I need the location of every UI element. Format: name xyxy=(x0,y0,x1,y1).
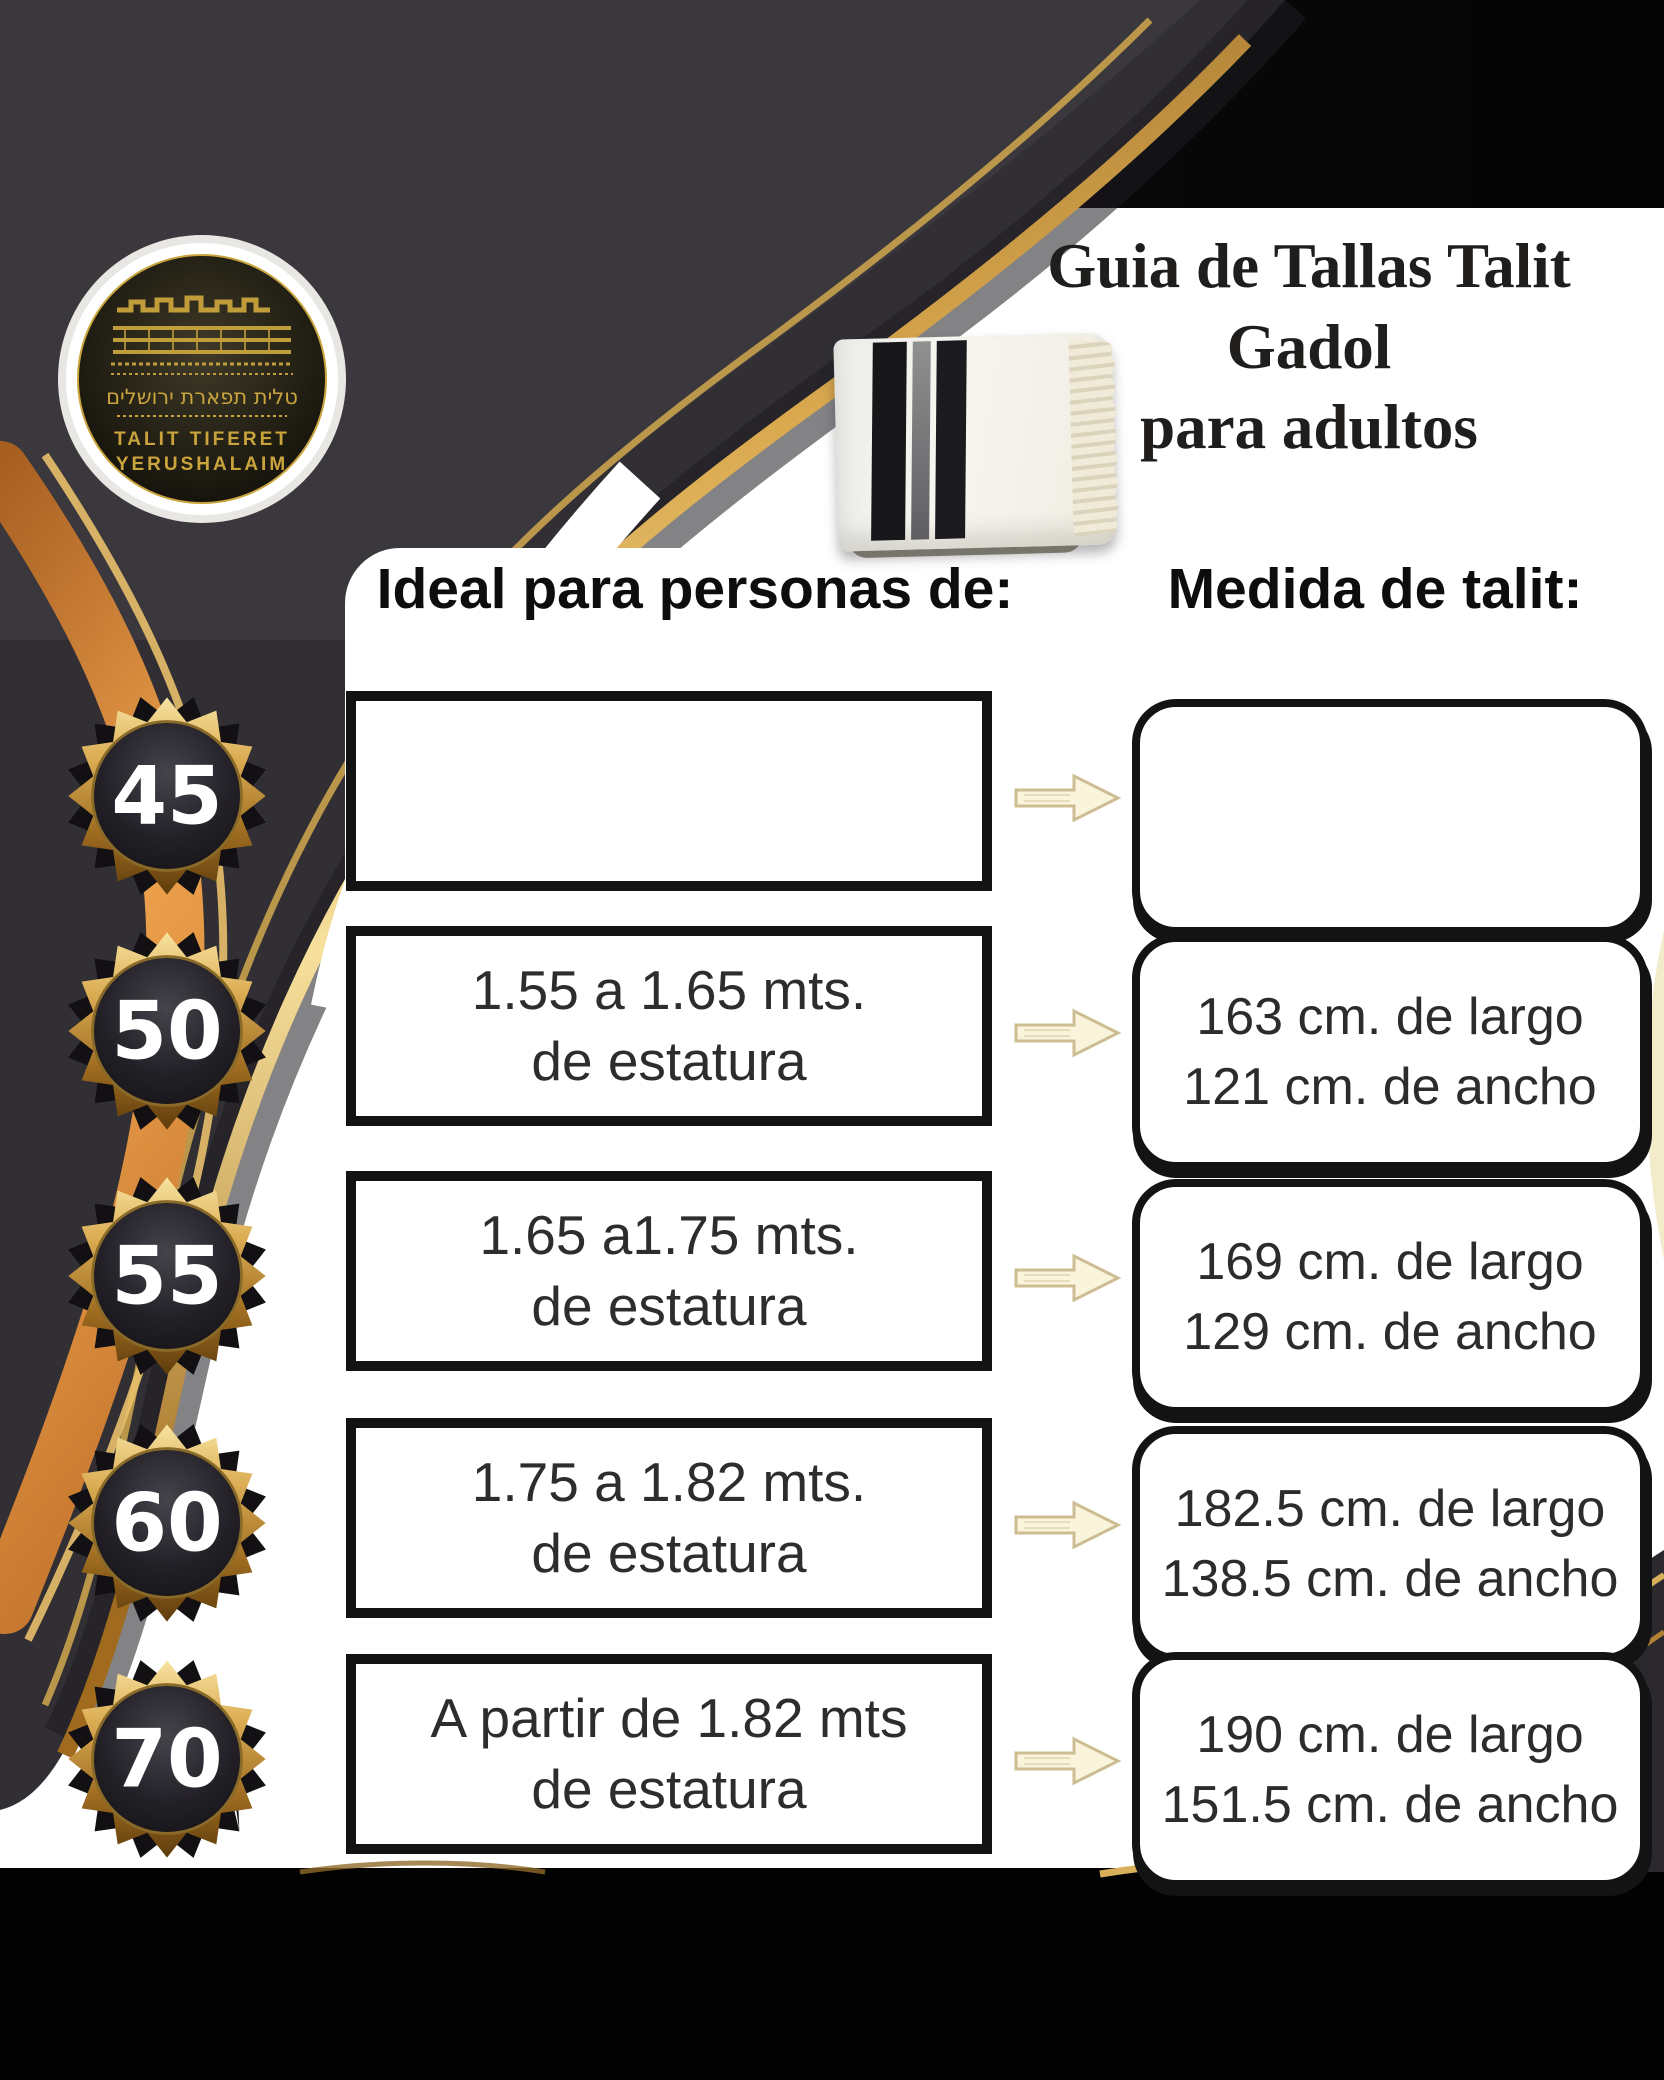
right-arrow-icon xyxy=(1012,761,1124,835)
person-height-box xyxy=(346,1171,992,1371)
person-height-box xyxy=(346,1654,992,1854)
logo-hebrew-text: טלית תפארת ירושלים xyxy=(106,385,298,409)
person-height-box xyxy=(346,691,992,891)
talit-measure-line1: 163 cm. de largo xyxy=(1196,987,1584,1046)
talit-measure-line2: 151.5 cm. de ancho xyxy=(1161,1776,1619,1834)
talit-measure-line2: 121 cm. de ancho xyxy=(1183,1058,1597,1116)
talit-gray-stripe xyxy=(911,341,931,540)
brand-logo xyxy=(55,232,349,526)
right-arrow-icon xyxy=(1012,996,1124,1070)
right-arrow-icon xyxy=(1012,1724,1124,1798)
person-height-line1: 1.55 a 1.65 mts. xyxy=(471,958,867,1021)
person-height-line1: 1.65 a1.75 mts. xyxy=(479,1203,859,1266)
brand-logo-seal xyxy=(55,232,349,526)
size-badge-70 xyxy=(60,1652,274,1866)
size-badge-60 xyxy=(60,1416,274,1630)
page-title-line1: Guia de Tallas Talit Gadol xyxy=(1047,231,1571,382)
right-arrow-icon xyxy=(1012,1241,1124,1315)
talit-photo xyxy=(833,332,1116,551)
talit-black-stripe xyxy=(935,340,967,539)
person-height-line1: 1.75 a 1.82 mts. xyxy=(471,1450,867,1513)
person-height-box xyxy=(346,1418,992,1618)
size-badge-50-label: 50 xyxy=(111,984,223,1078)
size-badge-45 xyxy=(60,689,274,903)
person-height-line2: de estatura xyxy=(531,1275,807,1337)
person-height-line2: de estatura xyxy=(531,1522,807,1584)
size-row-50 xyxy=(60,918,1648,1164)
logo-line2: YERUSHALAIM xyxy=(115,454,289,475)
talit-measure-box xyxy=(1132,934,1648,1170)
talit-black-stripe xyxy=(871,342,907,541)
header-talit-column: Medida de talit: xyxy=(1167,557,1583,621)
talit-measure-box xyxy=(1132,699,1648,935)
header-person-column: Ideal para personas de: xyxy=(376,557,1014,621)
talit-measure-box xyxy=(1132,1426,1648,1662)
talit-fringe xyxy=(1068,337,1119,537)
talit-measure-line2: 138.5 cm. de ancho xyxy=(1161,1550,1619,1608)
person-height-line2: de estatura xyxy=(531,1030,807,1092)
page-title-line2: para adultos xyxy=(1140,392,1478,463)
size-badge-55-label: 55 xyxy=(111,1229,223,1323)
size-badge-55 xyxy=(60,1169,274,1383)
size-row-70 xyxy=(60,1646,1648,1892)
size-row-45 xyxy=(60,683,1648,929)
talit-measure-box xyxy=(1132,1179,1648,1415)
logo-line1: TALIT TIFERET xyxy=(114,429,290,450)
person-height-line2: de estatura xyxy=(531,1758,807,1820)
size-row-60 xyxy=(60,1410,1648,1656)
talit-measure-box xyxy=(1132,1652,1648,1888)
person-height-box xyxy=(346,926,992,1126)
size-row-55 xyxy=(60,1163,1648,1409)
size-badge-45-label: 45 xyxy=(111,749,223,843)
right-arrow-icon xyxy=(1012,1488,1124,1562)
talit-measure-line1: 169 cm. de largo xyxy=(1196,1232,1584,1291)
talit-measure-line2: 129 cm. de ancho xyxy=(1183,1303,1597,1361)
talit-measure-line1: 190 cm. de largo xyxy=(1196,1705,1584,1764)
talit-measure-line1: 182.5 cm. de largo xyxy=(1174,1479,1606,1538)
size-badge-70-label: 70 xyxy=(111,1712,223,1806)
person-height-line1: A partir de 1.82 mts xyxy=(430,1686,908,1749)
size-badge-60-label: 60 xyxy=(111,1476,223,1570)
size-badge-50 xyxy=(60,924,274,1138)
